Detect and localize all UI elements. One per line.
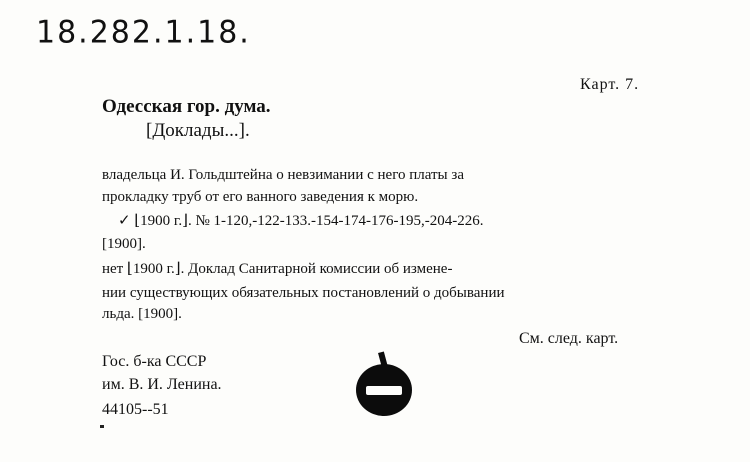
ink-mark — [100, 425, 104, 428]
body-line-5: нет ⌊1900 г.⌋. Доклад Санитарной комиссии об измене- — [102, 261, 453, 277]
body-line-2: прокладку труб от его ванного заведения к морю. — [102, 189, 419, 205]
library-line-2: им. В. И. Ленина. — [102, 376, 222, 393]
library-line-3: 44105--51 — [102, 401, 169, 418]
card-number-label: Карт. 7. — [580, 76, 640, 93]
organization-heading: Одесская гор. дума. — [102, 96, 271, 117]
library-line-1: Гос. б-ка СССР — [102, 353, 207, 370]
handwritten-catalog-number: 18.282.1.18. — [36, 14, 251, 51]
body-line-4: [1900]. — [102, 236, 146, 252]
document-subtitle: [Доклады...]. — [146, 120, 250, 141]
see-next-card: См. след. карт. — [519, 330, 619, 347]
body-line-1: владельца И. Гольдштейна о невзимании с него платы за — [102, 167, 464, 183]
punch-hole-icon — [356, 364, 412, 416]
body-line-7: льда. [1900]. — [102, 306, 182, 322]
body-line-3: ✓ ⌊1900 г.⌋. № 1-120,-122-133.-154-174-176-195,-204-226. — [118, 213, 484, 229]
body-line-6: нии существующих обязательных постановлений о добывании — [102, 285, 505, 301]
